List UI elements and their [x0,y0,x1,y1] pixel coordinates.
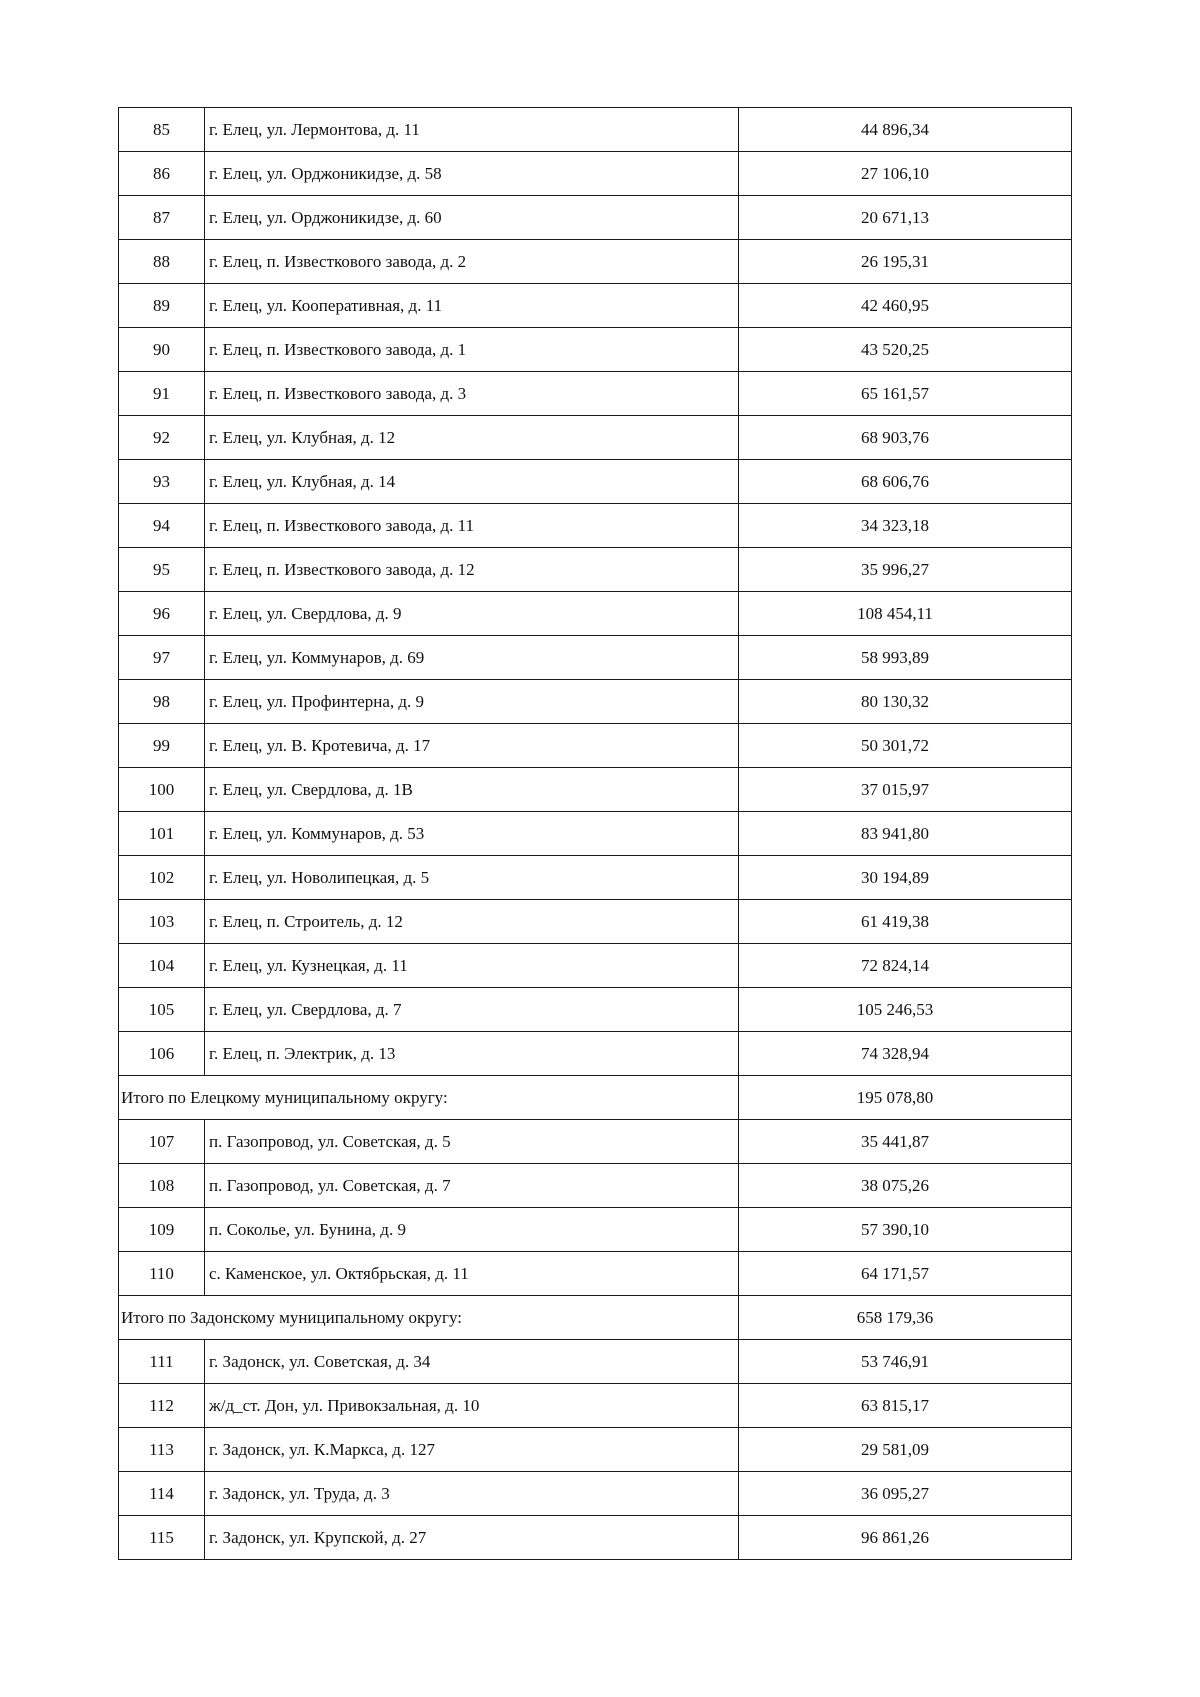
row-number: 95 [119,548,205,592]
row-amount: 37 015,97 [739,768,1072,812]
row-amount: 38 075,26 [739,1164,1072,1208]
subtotal-label: Итого по Задонскому муниципальному округу: [119,1296,739,1340]
row-amount: 43 520,25 [739,328,1072,372]
row-amount: 26 195,31 [739,240,1072,284]
subtotal-amount: 195 078,80 [739,1076,1072,1120]
row-address: г. Елец, п. Электрик, д. 13 [205,1032,739,1076]
row-amount: 68 606,76 [739,460,1072,504]
row-address: г. Задонск, ул. К.Маркса, д. 127 [205,1428,739,1472]
row-address: г. Елец, п. Известкового завода, д. 2 [205,240,739,284]
row-address: п. Газопровод, ул. Советская, д. 7 [205,1164,739,1208]
row-address: г. Задонск, ул. Труда, д. 3 [205,1472,739,1516]
row-address: г. Елец, ул. Кузнецкая, д. 11 [205,944,739,988]
row-number: 100 [119,768,205,812]
table-row [119,152,1072,196]
row-address: п. Соколье, ул. Бунина, д. 9 [205,1208,739,1252]
row-number: 108 [119,1164,205,1208]
row-address: г. Елец, п. Известкового завода, д. 1 [205,328,739,372]
table-body [119,108,1072,1560]
subtotal-label: Итого по Елецкому муниципальному округу: [119,1076,739,1120]
row-amount: 64 171,57 [739,1252,1072,1296]
row-number: 107 [119,1120,205,1164]
row-number: 101 [119,812,205,856]
row-number: 94 [119,504,205,548]
subtotal-row [119,1296,1072,1340]
row-address: г. Елец, п. Известкового завода, д. 3 [205,372,739,416]
table-row [119,1208,1072,1252]
row-address: с. Каменское, ул. Октябрьская, д. 11 [205,1252,739,1296]
table-row [119,1384,1072,1428]
row-amount: 20 671,13 [739,196,1072,240]
row-address: г. Елец, ул. Коммунаров, д. 69 [205,636,739,680]
row-amount: 72 824,14 [739,944,1072,988]
table-row [119,460,1072,504]
row-amount: 35 441,87 [739,1120,1072,1164]
row-number: 87 [119,196,205,240]
table-row [119,1516,1072,1560]
row-number: 103 [119,900,205,944]
row-number: 113 [119,1428,205,1472]
row-amount: 83 941,80 [739,812,1072,856]
table-row [119,900,1072,944]
row-number: 88 [119,240,205,284]
table-row [119,548,1072,592]
table-row [119,1340,1072,1384]
row-number: 97 [119,636,205,680]
row-amount: 34 323,18 [739,504,1072,548]
row-number: 106 [119,1032,205,1076]
row-address: г. Елец, ул. Свердлова, д. 7 [205,988,739,1032]
row-amount: 80 130,32 [739,680,1072,724]
row-amount: 96 861,26 [739,1516,1072,1560]
housing-amounts-table [118,107,1072,1560]
row-number: 111 [119,1340,205,1384]
row-amount: 108 454,11 [739,592,1072,636]
row-amount: 68 903,76 [739,416,1072,460]
table-row [119,1472,1072,1516]
row-address: г. Елец, ул. Новолипецкая, д. 5 [205,856,739,900]
row-address: г. Елец, п. Строитель, д. 12 [205,900,739,944]
row-address: ж/д_ст. Дон, ул. Привокзальная, д. 10 [205,1384,739,1428]
table-row [119,680,1072,724]
table-row [119,1164,1072,1208]
row-address: г. Елец, ул. Орджоникидзе, д. 60 [205,196,739,240]
row-amount: 57 390,10 [739,1208,1072,1252]
row-address: г. Елец, п. Известкового завода, д. 11 [205,504,739,548]
row-amount: 42 460,95 [739,284,1072,328]
row-number: 99 [119,724,205,768]
row-number: 102 [119,856,205,900]
row-address: г. Елец, ул. Клубная, д. 12 [205,416,739,460]
table-row [119,108,1072,152]
row-amount: 44 896,34 [739,108,1072,152]
row-number: 105 [119,988,205,1032]
table-row [119,856,1072,900]
row-address: г. Елец, ул. В. Кротевича, д. 17 [205,724,739,768]
row-address: г. Задонск, ул. Крупской, д. 27 [205,1516,739,1560]
row-amount: 61 419,38 [739,900,1072,944]
table-row [119,1428,1072,1472]
row-amount: 50 301,72 [739,724,1072,768]
row-number: 92 [119,416,205,460]
row-amount: 36 095,27 [739,1472,1072,1516]
row-number: 90 [119,328,205,372]
table-row [119,592,1072,636]
row-address: г. Елец, ул. Клубная, д. 14 [205,460,739,504]
row-address: г. Елец, ул. Профинтерна, д. 9 [205,680,739,724]
row-amount: 58 993,89 [739,636,1072,680]
table-row [119,1252,1072,1296]
row-address: г. Елец, ул. Лермонтова, д. 11 [205,108,739,152]
row-number: 104 [119,944,205,988]
row-amount: 29 581,09 [739,1428,1072,1472]
row-number: 89 [119,284,205,328]
subtotal-amount: 658 179,36 [739,1296,1072,1340]
row-number: 98 [119,680,205,724]
row-number: 85 [119,108,205,152]
row-number: 114 [119,1472,205,1516]
table-row [119,372,1072,416]
table-row [119,196,1072,240]
table-row [119,328,1072,372]
row-amount: 63 815,17 [739,1384,1072,1428]
row-number: 96 [119,592,205,636]
table-row [119,768,1072,812]
row-address: г. Елец, ул. Свердлова, д. 9 [205,592,739,636]
row-address: г. Задонск, ул. Советская, д. 34 [205,1340,739,1384]
row-number: 110 [119,1252,205,1296]
table-row [119,636,1072,680]
table-row [119,944,1072,988]
table-row [119,504,1072,548]
row-address: г. Елец, п. Известкового завода, д. 12 [205,548,739,592]
row-number: 115 [119,1516,205,1560]
row-number: 109 [119,1208,205,1252]
row-amount: 35 996,27 [739,548,1072,592]
row-amount: 65 161,57 [739,372,1072,416]
row-address: п. Газопровод, ул. Советская, д. 5 [205,1120,739,1164]
table-row [119,812,1072,856]
row-amount: 53 746,91 [739,1340,1072,1384]
table-row [119,284,1072,328]
row-number: 93 [119,460,205,504]
row-number: 91 [119,372,205,416]
row-amount: 27 106,10 [739,152,1072,196]
row-number: 86 [119,152,205,196]
row-number: 112 [119,1384,205,1428]
subtotal-row [119,1076,1072,1120]
table-row [119,416,1072,460]
table-row [119,724,1072,768]
row-address: г. Елец, ул. Кооперативная, д. 11 [205,284,739,328]
table-row [119,1032,1072,1076]
row-amount: 30 194,89 [739,856,1072,900]
table-row [119,988,1072,1032]
table-row [119,1120,1072,1164]
row-amount: 74 328,94 [739,1032,1072,1076]
row-address: г. Елец, ул. Коммунаров, д. 53 [205,812,739,856]
row-address: г. Елец, ул. Орджоникидзе, д. 58 [205,152,739,196]
row-amount: 105 246,53 [739,988,1072,1032]
table-row [119,240,1072,284]
row-address: г. Елец, ул. Свердлова, д. 1В [205,768,739,812]
